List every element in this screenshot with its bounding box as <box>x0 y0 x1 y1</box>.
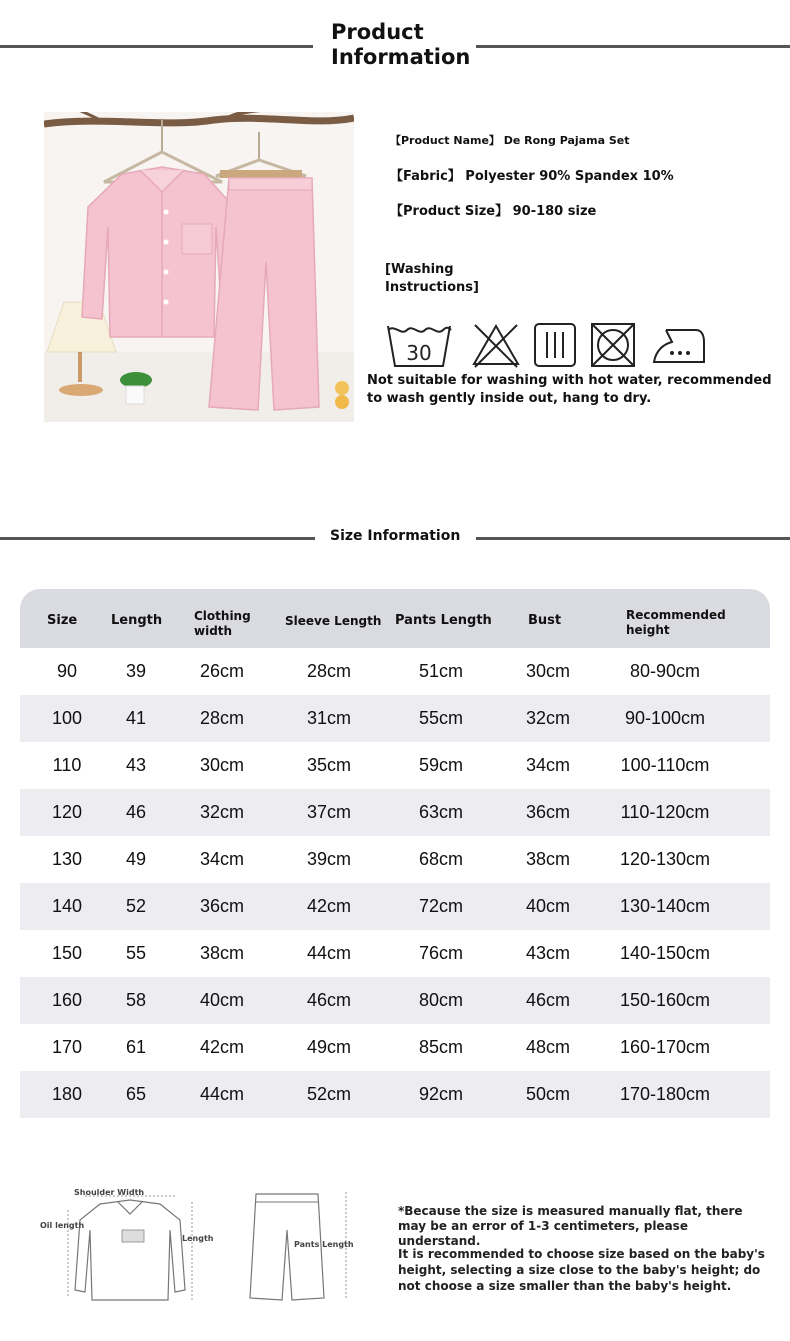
table-row <box>20 742 770 789</box>
col-length: Length <box>111 613 163 628</box>
cell-recommended-height: 90-100cm <box>624 708 706 728</box>
cell-pants-length: 51cm <box>418 661 464 681</box>
cell-clothing-width: 32cm <box>199 802 245 822</box>
cell-clothing-width: 30cm <box>199 755 245 775</box>
cell-recommended-height: 120-130cm <box>619 849 711 869</box>
cell-pants-length: 63cm <box>418 802 464 822</box>
cell-length: 52 <box>125 896 147 916</box>
cell-length: 46 <box>125 802 147 822</box>
page-title: Product Information <box>331 20 471 69</box>
product-name: 【Product Name】 De Rong Pajama Set <box>390 134 630 147</box>
product-photo <box>44 112 354 422</box>
cell-size: 110 <box>52 755 82 775</box>
no-tumble-dry-icon <box>590 320 636 370</box>
cell-clothing-width: 42cm <box>199 1037 245 1057</box>
cell-recommended-height: 110-120cm <box>620 802 710 822</box>
washing-title: [Washing Instructions] <box>385 262 479 295</box>
cell-size: 100 <box>51 708 83 728</box>
cell-sleeve-length: 49cm <box>306 1037 352 1057</box>
table-row <box>20 883 770 930</box>
product-fabric: 【Fabric】 Polyester 90% Spandex 10% <box>390 169 674 184</box>
cell-sleeve-length: 52cm <box>306 1084 352 1104</box>
cell-clothing-width: 34cm <box>199 849 245 869</box>
col-sleeve-length: Sleeve Length <box>285 614 382 628</box>
cell-bust: 43cm <box>525 943 571 963</box>
cell-length: 61 <box>125 1037 147 1057</box>
col-bust: Bust <box>528 613 562 628</box>
size-section-title: Size Information <box>330 528 461 544</box>
col-size: Size <box>47 613 78 628</box>
iron-icon <box>652 320 708 370</box>
pants-length-label: Pants Length <box>294 1240 354 1249</box>
table-row <box>20 1024 770 1071</box>
cell-size: 170 <box>51 1037 83 1057</box>
cell-size: 90 <box>56 661 78 681</box>
divider-size-left <box>0 537 315 540</box>
cell-bust: 32cm <box>525 708 571 728</box>
cell-pants-length: 92cm <box>418 1084 464 1104</box>
cell-sleeve-length: 37cm <box>306 802 352 822</box>
cell-clothing-width: 40cm <box>199 990 245 1010</box>
cell-pants-length: 59cm <box>418 755 464 775</box>
cell-pants-length: 76cm <box>418 943 464 963</box>
cell-length: 41 <box>125 708 147 728</box>
no-bleach-icon <box>470 320 522 370</box>
cell-bust: 50cm <box>525 1084 571 1104</box>
cell-sleeve-length: 42cm <box>306 896 352 916</box>
cell-sleeve-length: 39cm <box>306 849 352 869</box>
table-row <box>20 695 770 742</box>
size-table <box>20 589 770 1118</box>
cell-pants-length: 72cm <box>418 896 464 916</box>
col-clothing-width: Clothing width <box>194 609 251 638</box>
cell-pants-length: 85cm <box>418 1037 464 1057</box>
cell-clothing-width: 36cm <box>199 896 245 916</box>
cell-size: 180 <box>51 1084 83 1104</box>
table-row <box>20 836 770 883</box>
cell-length: 49 <box>125 849 147 869</box>
cell-pants-length: 80cm <box>418 990 464 1010</box>
cell-pants-length: 68cm <box>418 849 464 869</box>
cell-clothing-width: 44cm <box>199 1084 245 1104</box>
col-recommended-height: Recommended height <box>626 608 726 637</box>
table-row <box>20 648 770 695</box>
cell-bust: 30cm <box>525 661 571 681</box>
col-pants-length: Pants Length <box>395 613 492 628</box>
cell-bust: 34cm <box>525 755 571 775</box>
divider-left <box>0 45 313 48</box>
sleeve-length-label: Oil length <box>40 1221 85 1230</box>
cell-bust: 36cm <box>525 802 571 822</box>
table-body <box>20 648 770 1118</box>
cell-bust: 46cm <box>525 990 571 1010</box>
washing-note: Not suitable for washing with hot water, recommended to wash gently inside out, hang to dry. <box>367 373 772 406</box>
line-dry-icon <box>533 320 577 370</box>
cell-clothing-width: 38cm <box>199 943 245 963</box>
table-header <box>20 589 770 648</box>
table-row <box>20 1071 770 1118</box>
cell-size: 150 <box>51 943 83 963</box>
cell-bust: 38cm <box>525 849 571 869</box>
length-label: Length <box>182 1234 214 1243</box>
cell-bust: 40cm <box>525 896 571 916</box>
table-row <box>20 977 770 1024</box>
cell-length: 55 <box>125 943 147 963</box>
cell-size: 160 <box>51 990 83 1010</box>
cell-sleeve-length: 35cm <box>306 755 352 775</box>
shoulder-width-label: Shoulder Width <box>74 1188 145 1197</box>
cell-length: 65 <box>125 1084 147 1104</box>
cell-size: 130 <box>51 849 83 869</box>
wash-30-icon <box>385 320 453 370</box>
cell-length: 58 <box>125 990 147 1010</box>
cell-recommended-height: 170-180cm <box>619 1084 711 1104</box>
recommendation-note: It is recommended to choose size based on the baby's height, selecting a size close to the baby's height; do not choose a size smaller than the baby's height. <box>398 1247 765 1293</box>
cell-recommended-height: 140-150cm <box>619 943 711 963</box>
table-row <box>20 930 770 977</box>
cell-size: 140 <box>51 896 83 916</box>
cell-sleeve-length: 31cm <box>306 708 352 728</box>
cell-clothing-width: 28cm <box>199 708 245 728</box>
product-size: 【Product Size】 90-180 size <box>390 204 597 219</box>
cell-length: 43 <box>125 755 147 775</box>
cell-size: 120 <box>51 802 83 822</box>
cell-recommended-height: 100-110cm <box>620 755 710 775</box>
cell-bust: 48cm <box>525 1037 571 1057</box>
cell-recommended-height: 80-90cm <box>629 661 701 681</box>
divider-right <box>476 45 790 48</box>
cell-recommended-height: 130-140cm <box>619 896 711 916</box>
table-row <box>20 789 770 836</box>
divider-size-right <box>476 537 790 540</box>
cell-sleeve-length: 28cm <box>306 661 352 681</box>
cell-recommended-height: 150-160cm <box>619 990 711 1010</box>
svg-text:30: 30 <box>406 341 432 365</box>
measurement-note: *Because the size is measured manually flat, there may be an error of 1-3 centimeters, please understand. <box>398 1204 743 1248</box>
cell-sleeve-length: 46cm <box>306 990 352 1010</box>
cell-sleeve-length: 44cm <box>306 943 352 963</box>
cell-length: 39 <box>125 661 147 681</box>
measurement-diagram <box>30 1180 370 1310</box>
cell-clothing-width: 26cm <box>199 661 245 681</box>
cell-recommended-height: 160-170cm <box>619 1037 711 1057</box>
cell-pants-length: 55cm <box>418 708 464 728</box>
